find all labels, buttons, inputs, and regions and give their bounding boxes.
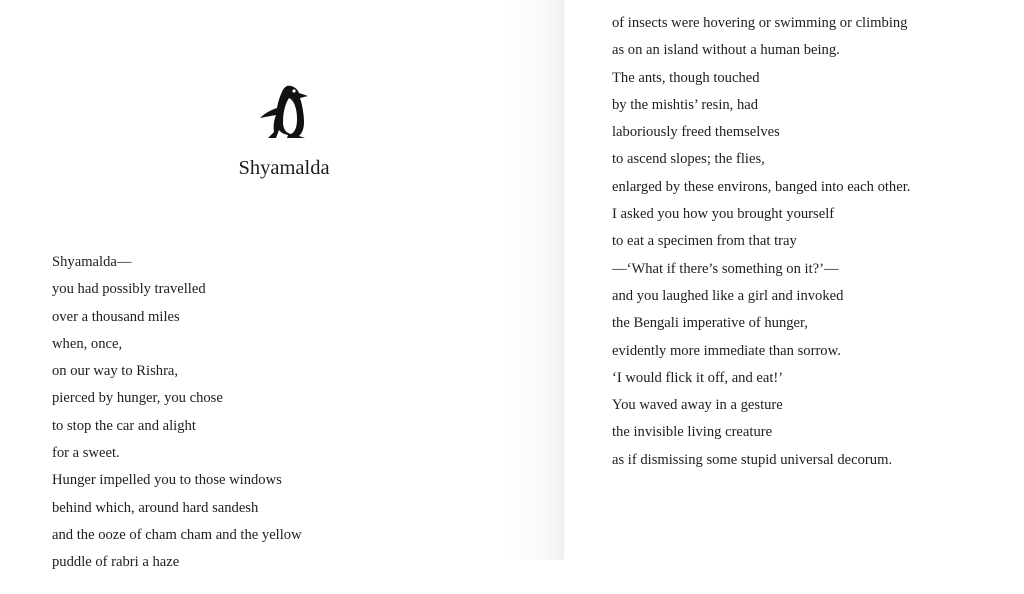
poem-text-right xyxy=(612,10,910,474)
poem-line: over a thousand miles xyxy=(52,308,180,325)
right-page xyxy=(564,0,1024,594)
poem-line: ‘I would flick it off, and eat!’ xyxy=(612,369,784,386)
poem-line: of insects were hovering or swimming or climbing xyxy=(612,15,908,31)
poem-line: you had possibly travelled xyxy=(52,281,206,298)
poem-line: as if dismissing some stupid universal decorum. xyxy=(612,451,893,468)
poem-line: The ants, though touched xyxy=(612,69,760,86)
gutter-shadow xyxy=(500,0,564,560)
poem-line: to stop the car and alight xyxy=(52,417,196,434)
poem-line: Hunger impelled you to those windows xyxy=(52,472,282,489)
poem-line: pierced by hunger, you chose xyxy=(52,390,223,407)
poem-line: You waved away in a gesture xyxy=(612,397,783,414)
poem-line: laboriously freed themselves xyxy=(612,124,780,141)
poem-line: on our way to Rishra, xyxy=(52,363,179,380)
poem-line: —‘What if there’s something on it?’— xyxy=(612,260,839,277)
poem-line: evidently more immediate than sorrow. xyxy=(612,342,841,359)
poem-line: the invisible living creature xyxy=(612,424,773,441)
poem-line: when, once, xyxy=(52,335,123,352)
poem-line: as on an island without a human being. xyxy=(612,42,840,59)
poem-line: and the ooze of cham cham and the yellow xyxy=(52,526,302,543)
chapter-title: Shyamalda xyxy=(238,157,330,179)
poem-line: to eat a specimen from that tray xyxy=(612,233,797,250)
poem-line: behind which, around hard sandesh xyxy=(52,499,259,516)
poem-line: the Bengali imperative of hunger, xyxy=(612,315,808,332)
poem-line: and you laughed like a girl and invoked xyxy=(612,287,844,304)
poem-line: to ascend slopes; the flies, xyxy=(612,151,765,168)
poem-line: Shyamalda— xyxy=(52,254,132,270)
poem-line: enlarged by these environs, banged into each other. xyxy=(612,178,911,195)
poem-line: I asked you how you brought yourself xyxy=(612,206,835,223)
poem-line: for a sweet. xyxy=(52,445,120,462)
poem-line: by the mishtis’ resin, had xyxy=(612,96,759,113)
poem-line: puddle of rabri a haze xyxy=(52,554,180,571)
poem-text-left xyxy=(52,249,302,577)
penguin-logo-icon xyxy=(257,82,311,140)
